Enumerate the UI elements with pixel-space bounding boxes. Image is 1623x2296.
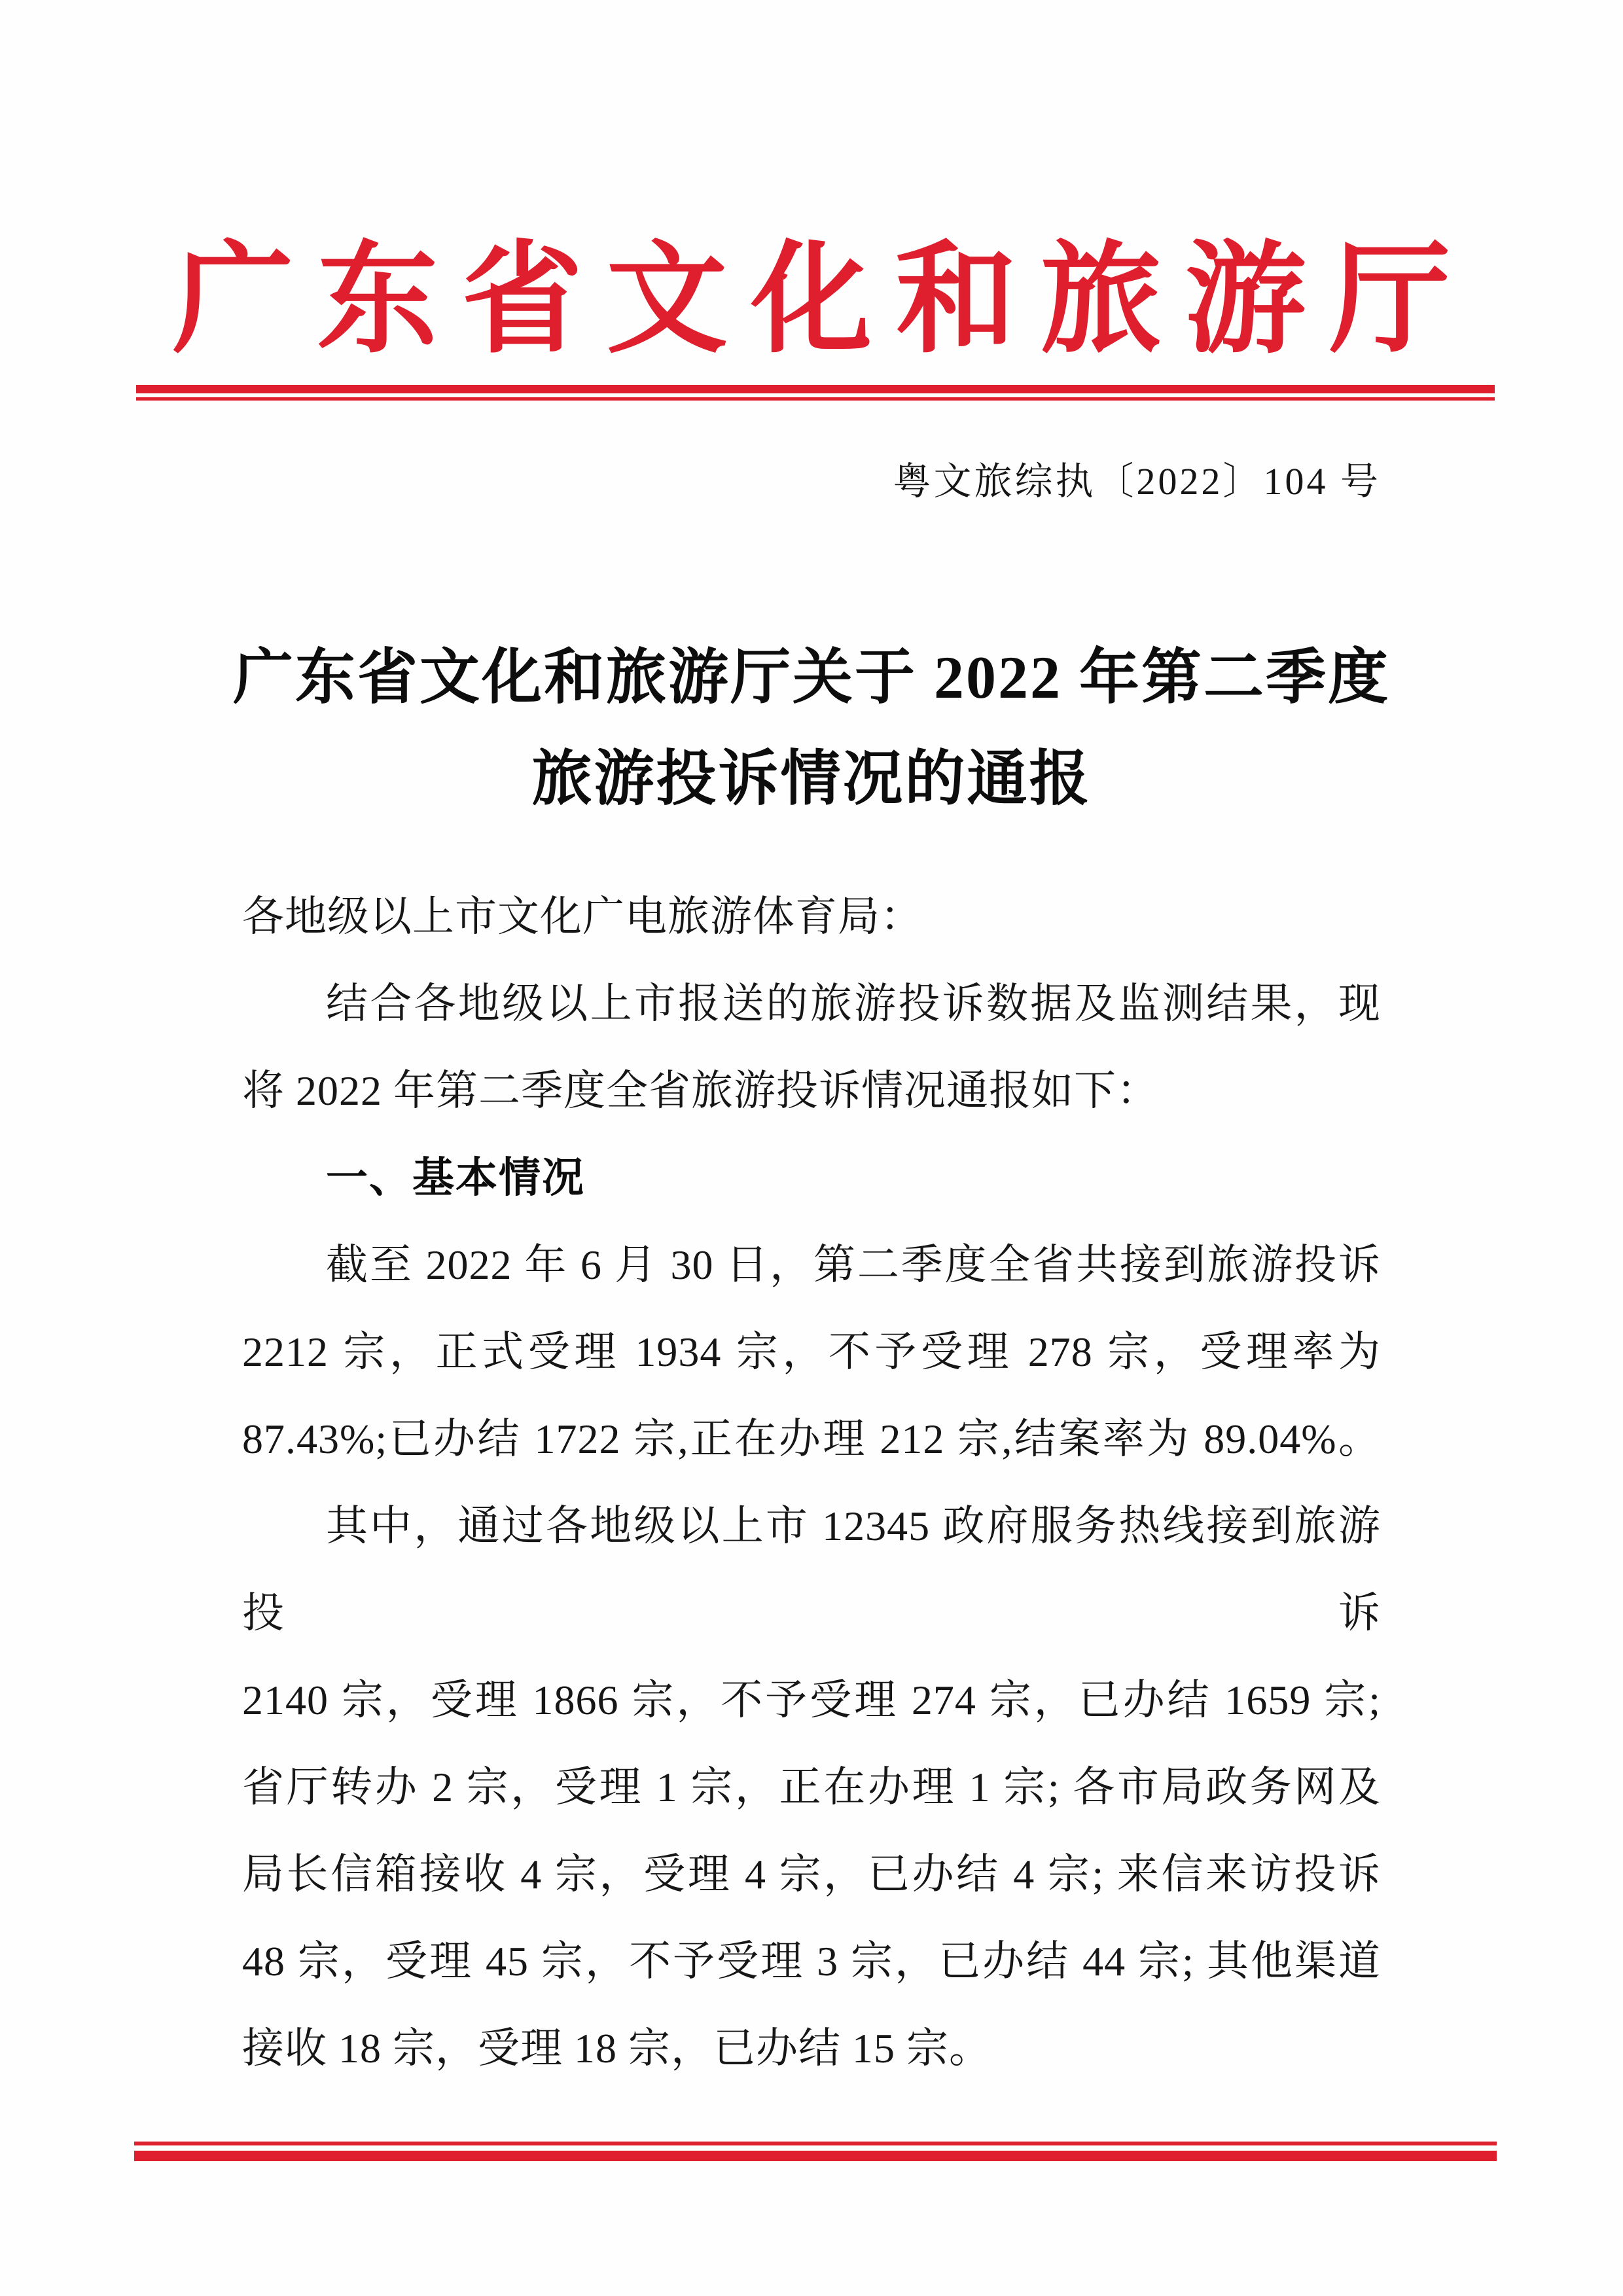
- document-title-line-2: 旅游投诉情况的通报: [531, 745, 1092, 812]
- body-line: 其中，通过各地级以上市 12345 政府服务热线接到旅游投诉: [242, 1503, 1381, 1636]
- body-line: 结合各地级以上市报送的旅游投诉数据及监测结果，现: [326, 980, 1381, 1027]
- body-line: 48 宗，受理 45 宗，不予受理 3 宗，已办结 44 宗; 其他渠道: [242, 1938, 1381, 1984]
- document-number: 粤文旅综执〔2022〕104 号: [893, 460, 1381, 503]
- agency-masthead: 广东省文化和旅游厅: [172, 234, 1474, 368]
- header-rule-thin: [136, 397, 1495, 401]
- footer-rule-thick: [134, 2151, 1497, 2161]
- body-line: 将 2022 年第二季度全省旅游投诉情况通报如下：: [242, 1067, 1159, 1114]
- body-text: [242, 873, 1381, 2092]
- document-title: [0, 627, 1623, 830]
- footer-rule-thin: [134, 2142, 1497, 2145]
- body-line: 2140 宗，受理 1866 宗，不予受理 274 宗，已办结 1659 宗;: [242, 1677, 1381, 1723]
- body-line: 各地级以上市文化广电旅游体育局：: [242, 893, 923, 940]
- body-line: 2212 宗，正式受理 1934 宗，不予受理 278 宗，受理率为: [242, 1329, 1381, 1375]
- body-line: 省厅转办 2 宗，受理 1 宗，正在办理 1 宗; 各市局政务网及: [242, 1764, 1381, 1810]
- section-heading: 一、基本情况: [326, 1154, 585, 1201]
- header-rule-thick: [136, 385, 1495, 393]
- body-line: 局长信箱接收 4 宗，受理 4 宗，已办结 4 宗; 来信来访投诉: [242, 1851, 1381, 1897]
- body-line: 接收 18 宗，受理 18 宗，已办结 15 宗。: [242, 2025, 991, 2072]
- body-line: 87.43%;已办结 1722 宗,正在办理 212 宗,结案率为 89.04%。: [242, 1416, 1381, 1462]
- document-title-line-1: 广东省文化和旅游厅关于 2022 年第二季度: [232, 644, 1390, 711]
- body-line: 截至 2022 年 6 月 30 日，第二季度全省共接到旅游投诉: [326, 1242, 1381, 1288]
